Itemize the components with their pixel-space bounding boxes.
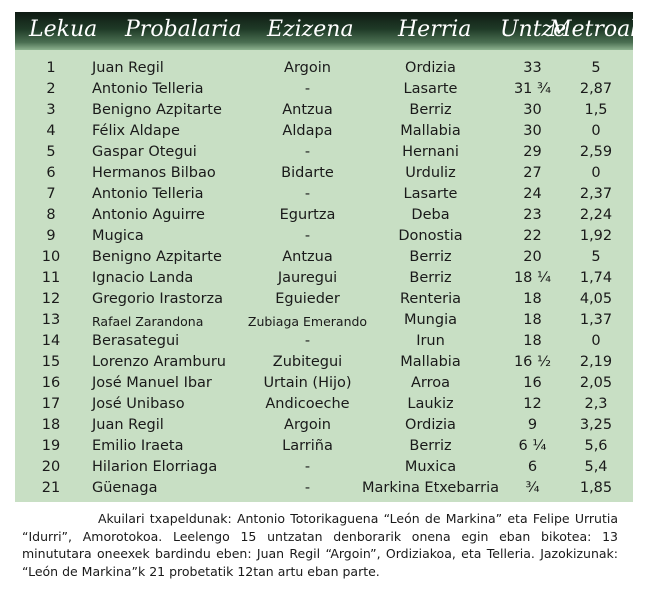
cell-metroak: 1,92 bbox=[579, 228, 613, 244]
cell-untze: ¾ bbox=[525, 480, 540, 496]
table-row bbox=[15, 373, 633, 394]
table-row bbox=[15, 478, 633, 499]
cell-lekua: 18 bbox=[41, 417, 61, 433]
cell-untze: 22 bbox=[523, 228, 542, 244]
header-herria: Herria bbox=[398, 17, 472, 42]
cell-lekua: 21 bbox=[41, 480, 61, 496]
table-row bbox=[15, 205, 633, 226]
header-untze: Untze bbox=[500, 17, 567, 42]
cell-probalaria: Hilarion Elorriaga bbox=[92, 459, 218, 475]
cell-metroak: 5,4 bbox=[584, 459, 608, 475]
cell-untze: 30 bbox=[523, 102, 542, 118]
cell-herria: Muxica bbox=[404, 459, 457, 475]
cell-metroak: 3,25 bbox=[579, 417, 613, 433]
cell-untze: 24 bbox=[523, 186, 542, 202]
cell-herria: Lasarte bbox=[403, 186, 458, 202]
cell-herria: Renteria bbox=[399, 291, 462, 307]
table-row bbox=[15, 352, 633, 373]
table-row bbox=[15, 184, 633, 205]
cell-probalaria: José Unibaso bbox=[92, 396, 185, 412]
cell-probalaria: Gregorio Irastorza bbox=[92, 291, 224, 307]
cell-metroak: 1,37 bbox=[579, 312, 613, 328]
header-metroak: Metroak bbox=[549, 17, 644, 42]
table-row bbox=[15, 142, 633, 163]
cell-lekua: 7 bbox=[46, 186, 56, 202]
table-row bbox=[15, 436, 633, 457]
cell-lekua: 2 bbox=[46, 81, 56, 97]
cell-herria: Berriz bbox=[409, 102, 452, 118]
table-row bbox=[15, 58, 633, 79]
cell-probalaria: Benigno Azpitarte bbox=[92, 249, 222, 265]
cell-lekua: 6 bbox=[46, 165, 56, 181]
cell-metroak: 2,37 bbox=[579, 186, 613, 202]
cell-probalaria: Benigno Azpitarte bbox=[92, 102, 222, 118]
cell-metroak: 0 bbox=[591, 165, 601, 181]
cell-untze: 18 ¼ bbox=[513, 270, 552, 286]
table-header bbox=[15, 12, 644, 50]
cell-untze: 12 bbox=[523, 396, 542, 412]
cell-untze: 31 ¾ bbox=[513, 81, 552, 97]
cell-ezizena: Zubiaga Emerando bbox=[247, 314, 368, 329]
cell-probalaria: Antonio Telleria bbox=[92, 186, 204, 202]
cell-lekua: 20 bbox=[41, 459, 61, 475]
results-table bbox=[15, 12, 644, 502]
cell-ezizena: Eguieder bbox=[275, 291, 340, 307]
table-row bbox=[15, 247, 633, 268]
header-probalaria: Probalaria bbox=[125, 17, 242, 42]
cell-ezizena: Egurtza bbox=[279, 207, 336, 223]
cell-metroak: 2,19 bbox=[579, 354, 613, 370]
cell-metroak: 1,74 bbox=[579, 270, 613, 286]
cell-ezizena: Antzua bbox=[282, 102, 333, 118]
cell-probalaria: Félix Aldape bbox=[92, 123, 180, 139]
cell-untze: 6 ¼ bbox=[518, 438, 547, 454]
cell-ezizena: - bbox=[304, 228, 311, 244]
cell-ezizena: Larriña bbox=[282, 438, 333, 454]
cell-untze: 9 bbox=[527, 417, 538, 433]
cell-lekua: 19 bbox=[41, 438, 61, 454]
cell-metroak: 2,24 bbox=[579, 207, 613, 223]
cell-herria: Berriz bbox=[409, 249, 452, 265]
cell-herria: Urduliz bbox=[405, 165, 456, 181]
cell-ezizena: Argoin bbox=[284, 60, 331, 76]
cell-herria: Markina Etxebarria bbox=[361, 480, 500, 496]
cell-herria: Donostia bbox=[398, 228, 463, 244]
cell-herria: Laukiz bbox=[407, 396, 454, 412]
cell-ezizena: Antzua bbox=[282, 249, 333, 265]
footnote-text: Akuilari txapeldunak: Antonio Totorikaguena “León de Markina” eta Felipe Urrutia “Idurri”, Amorotokoa. Leelengo 15 untzatan denborarik onena egin eban bikotea: 13 minututara oneexek bardindu eben: Juan Regil “Argoin”, Ordiziakoa, eta Telleria. Jazokizunak: “León de Markina”k 21 probetatik 12tan artu eban parte. bbox=[22, 511, 618, 579]
cell-metroak: 2,05 bbox=[579, 375, 613, 391]
table-row bbox=[15, 289, 633, 310]
table-row bbox=[15, 226, 633, 247]
cell-lekua: 4 bbox=[46, 123, 56, 139]
cell-untze: 18 bbox=[523, 333, 542, 349]
cell-untze: 18 bbox=[523, 291, 542, 307]
cell-metroak: 4,05 bbox=[579, 291, 613, 307]
cell-herria: Lasarte bbox=[403, 81, 458, 97]
cell-probalaria: Gaspar Otegui bbox=[92, 144, 197, 160]
cell-probalaria: Mugica bbox=[92, 228, 144, 244]
table-row bbox=[15, 310, 633, 331]
cell-untze: 18 bbox=[523, 312, 542, 328]
cell-lekua: 11 bbox=[41, 270, 61, 286]
cell-probalaria: Lorenzo Aramburu bbox=[92, 354, 226, 370]
cell-lekua: 15 bbox=[41, 354, 61, 370]
cell-ezizena: Andicoeche bbox=[265, 396, 350, 412]
cell-herria: Mallabia bbox=[400, 354, 461, 370]
cell-metroak: 5 bbox=[591, 249, 601, 265]
cell-metroak: 2,59 bbox=[579, 144, 613, 160]
cell-lekua: 8 bbox=[46, 207, 56, 223]
cell-lekua: 14 bbox=[41, 333, 61, 349]
footnote bbox=[22, 510, 618, 580]
cell-herria: Arroa bbox=[410, 375, 451, 391]
cell-probalaria: Ignacio Landa bbox=[92, 270, 194, 286]
cell-metroak: 5,6 bbox=[584, 438, 608, 454]
cell-ezizena: Argoin bbox=[284, 417, 331, 433]
cell-ezizena: Jauregui bbox=[277, 270, 338, 286]
cell-ezizena: - bbox=[304, 186, 311, 202]
cell-metroak: 0 bbox=[591, 333, 601, 349]
cell-probalaria: Berasategui bbox=[92, 333, 180, 349]
cell-metroak: 1,5 bbox=[584, 102, 608, 118]
cell-lekua: 3 bbox=[46, 102, 56, 118]
cell-lekua: 12 bbox=[41, 291, 61, 307]
cell-herria: Irun bbox=[416, 333, 445, 349]
table-row bbox=[15, 121, 633, 142]
cell-lekua: 9 bbox=[46, 228, 56, 244]
cell-untze: 33 bbox=[523, 60, 542, 76]
cell-lekua: 5 bbox=[46, 144, 56, 160]
cell-probalaria: Rafael Zarandona bbox=[92, 314, 204, 329]
cell-ezizena: - bbox=[304, 144, 311, 160]
table-row bbox=[15, 415, 633, 436]
table-row bbox=[15, 331, 633, 352]
cell-metroak: 0 bbox=[591, 123, 601, 139]
cell-herria: Ordizia bbox=[405, 60, 456, 76]
header-lekua: Lekua bbox=[29, 17, 98, 42]
cell-metroak: 2,87 bbox=[579, 81, 613, 97]
cell-metroak: 1,85 bbox=[579, 480, 613, 496]
cell-ezizena: - bbox=[304, 459, 311, 475]
cell-ezizena: - bbox=[304, 480, 311, 496]
cell-ezizena: Aldapa bbox=[282, 123, 333, 139]
cell-herria: Deba bbox=[411, 207, 450, 223]
cell-lekua: 16 bbox=[41, 375, 61, 391]
cell-probalaria: Antonio Telleria bbox=[92, 81, 204, 97]
cell-ezizena: Zubitegui bbox=[272, 354, 343, 370]
table-row bbox=[15, 268, 633, 289]
cell-metroak: 5 bbox=[591, 60, 601, 76]
cell-herria: Mallabia bbox=[400, 123, 461, 139]
cell-probalaria: José Manuel Ibar bbox=[92, 375, 212, 391]
cell-herria: Berriz bbox=[409, 270, 452, 286]
cell-probalaria: Emilio Iraeta bbox=[92, 438, 184, 454]
cell-herria: Mungia bbox=[403, 312, 457, 328]
cell-untze: 6 bbox=[527, 459, 538, 475]
cell-untze: 16 bbox=[523, 375, 542, 391]
cell-probalaria: Juan Regil bbox=[92, 60, 164, 76]
table-row bbox=[15, 79, 633, 100]
cell-lekua: 10 bbox=[41, 249, 61, 265]
cell-metroak: 2,3 bbox=[584, 396, 608, 412]
cell-ezizena: - bbox=[304, 333, 311, 349]
cell-untze: 27 bbox=[523, 165, 542, 181]
cell-untze: 30 bbox=[523, 123, 542, 139]
cell-untze: 29 bbox=[523, 144, 542, 160]
cell-probalaria: Juan Regil bbox=[92, 417, 164, 433]
table-row bbox=[15, 100, 633, 121]
cell-herria: Hernani bbox=[402, 144, 459, 160]
cell-untze: 23 bbox=[523, 207, 542, 223]
cell-ezizena: Bidarte bbox=[281, 165, 334, 181]
table-row bbox=[15, 457, 633, 478]
cell-lekua: 13 bbox=[41, 312, 61, 328]
cell-probalaria: Antonio Aguirre bbox=[92, 207, 205, 223]
cell-herria: Berriz bbox=[409, 438, 452, 454]
cell-herria: Ordizia bbox=[405, 417, 456, 433]
cell-probalaria: Hermanos Bilbao bbox=[92, 165, 216, 181]
cell-ezizena: Urtain (Hijo) bbox=[263, 375, 352, 391]
cell-probalaria: Güenaga bbox=[92, 480, 158, 496]
cell-lekua: 1 bbox=[46, 60, 56, 76]
table-row bbox=[15, 163, 633, 184]
cell-untze: 16 ½ bbox=[513, 354, 552, 370]
cell-ezizena: - bbox=[304, 81, 311, 97]
table-row bbox=[15, 394, 633, 415]
table-body bbox=[15, 58, 633, 499]
header-ezizena: Ezizena bbox=[267, 17, 354, 42]
cell-untze: 20 bbox=[523, 249, 542, 265]
cell-lekua: 17 bbox=[41, 396, 61, 412]
